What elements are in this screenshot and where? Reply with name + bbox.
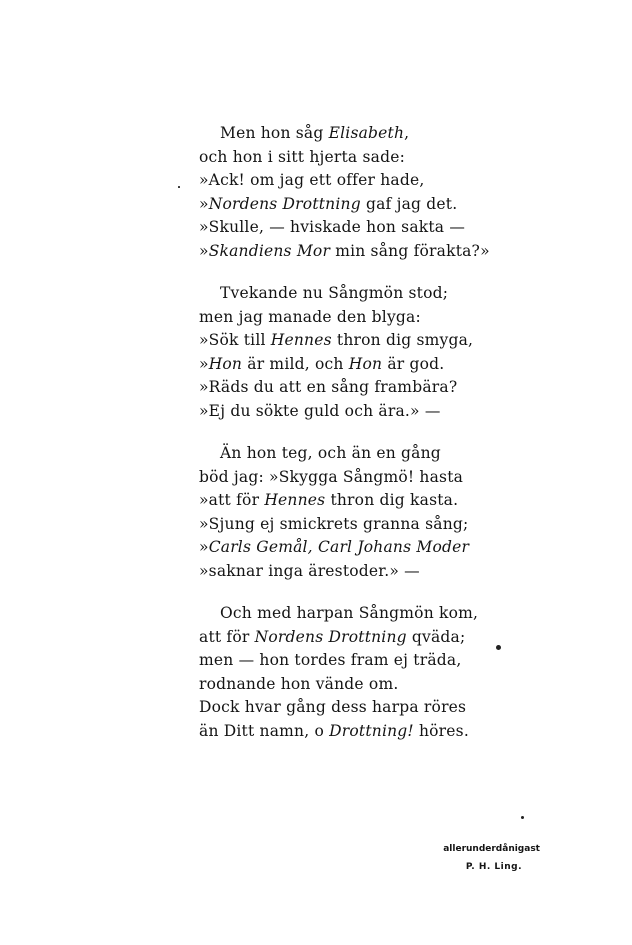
line-text: thron dig kasta. bbox=[325, 491, 459, 509]
line-text: » bbox=[199, 538, 209, 556]
line-text: »Ack! om jag ett offer hade, bbox=[199, 171, 425, 189]
poem-line bbox=[199, 306, 499, 330]
line-text: böd jag: »Skygga Sångmö! hasta bbox=[199, 467, 464, 486]
stanza bbox=[199, 602, 499, 743]
line-text: »Sök till bbox=[199, 331, 271, 349]
stanza bbox=[199, 442, 499, 583]
italic-text: Hennes bbox=[270, 331, 332, 349]
poem-line bbox=[199, 536, 499, 560]
italic-text: Elisabeth bbox=[328, 124, 405, 142]
poem-line bbox=[199, 513, 499, 537]
stanza bbox=[199, 122, 499, 263]
line-text: att för bbox=[199, 627, 255, 646]
line-text: thron dig smyga, bbox=[331, 331, 474, 349]
print-speck bbox=[178, 186, 180, 188]
line-text: »Skulle, — hviskade hon sakta — bbox=[199, 218, 466, 236]
print-speck bbox=[496, 645, 501, 650]
line-text: än Ditt namn, o bbox=[199, 721, 330, 740]
poem-line bbox=[199, 240, 499, 264]
italic-text: Nordens Drottning bbox=[254, 627, 407, 646]
italic-text: Hon bbox=[348, 354, 383, 373]
line-text: » bbox=[199, 194, 209, 213]
signature-name: P. H. Ling. bbox=[465, 862, 522, 872]
italic-text: Hennes bbox=[264, 491, 326, 509]
line-text: och hon i sitt hjerta sade: bbox=[199, 147, 406, 166]
poem-line bbox=[199, 442, 499, 466]
signature-block bbox=[443, 840, 540, 876]
line-text: »att för bbox=[199, 491, 265, 509]
line-text: »Räds du att en sång frambära? bbox=[199, 378, 458, 396]
line-text: Tvekande nu Sångmön stod; bbox=[220, 284, 449, 302]
poem-line bbox=[199, 466, 499, 490]
poem-line bbox=[199, 626, 499, 650]
print-speck bbox=[521, 816, 524, 819]
italic-text: Nordens Drottning bbox=[208, 194, 361, 213]
line-text: » bbox=[199, 354, 209, 373]
line-text: »Ej du sökte guld och ära.» — bbox=[199, 401, 441, 420]
italic-text: Hon bbox=[208, 354, 243, 373]
italic-text: Skandiens Mor bbox=[208, 241, 331, 260]
signature-closing: allerunderdånigast bbox=[443, 844, 540, 854]
line-text: qväda; bbox=[406, 627, 466, 646]
poem-line bbox=[199, 400, 499, 424]
poem-line bbox=[199, 720, 499, 744]
line-text: är mild, och bbox=[242, 354, 349, 373]
poem-line bbox=[199, 146, 499, 170]
poem-line bbox=[199, 696, 499, 720]
poem-line bbox=[199, 216, 499, 240]
poem-line bbox=[199, 673, 499, 697]
italic-text: Drottning! bbox=[329, 721, 414, 740]
poem-line bbox=[199, 602, 499, 626]
line-text: gaf jag det. bbox=[360, 194, 458, 213]
line-text: »Sjung ej smickrets granna sång; bbox=[199, 514, 469, 533]
line-text: Och med harpan Sångmön kom, bbox=[220, 604, 479, 622]
stanza bbox=[199, 282, 499, 423]
poem-line bbox=[199, 193, 499, 217]
line-text: » bbox=[199, 241, 209, 260]
poem-line bbox=[199, 489, 499, 513]
line-text: men — hon tordes fram ej träda, bbox=[199, 651, 462, 669]
line-text: min sång förakta?» bbox=[330, 241, 490, 260]
poem-line bbox=[199, 560, 499, 584]
poem bbox=[199, 122, 499, 762]
poem-line bbox=[199, 353, 499, 377]
poem-line bbox=[199, 122, 499, 146]
line-text: är god. bbox=[382, 354, 445, 373]
line-text: Än hon teg, och än en gång bbox=[220, 444, 441, 462]
line-text: rodnande hon vände om. bbox=[199, 674, 399, 693]
line-text: Dock hvar gång dess harpa röres bbox=[199, 698, 467, 716]
italic-text: Carls Gemål, Carl Johans Moder bbox=[208, 538, 470, 556]
poem-line bbox=[199, 282, 499, 306]
line-text: men jag manade den blyga: bbox=[199, 307, 421, 326]
poem-line bbox=[199, 649, 499, 673]
poem-line bbox=[199, 376, 499, 400]
line-text: höres. bbox=[413, 721, 469, 740]
line-text: , bbox=[404, 124, 410, 142]
line-text: »saknar inga ärestoder.» — bbox=[199, 561, 420, 580]
line-text: Men hon såg bbox=[220, 124, 329, 142]
poem-line bbox=[199, 329, 499, 353]
poem-line bbox=[199, 169, 499, 193]
